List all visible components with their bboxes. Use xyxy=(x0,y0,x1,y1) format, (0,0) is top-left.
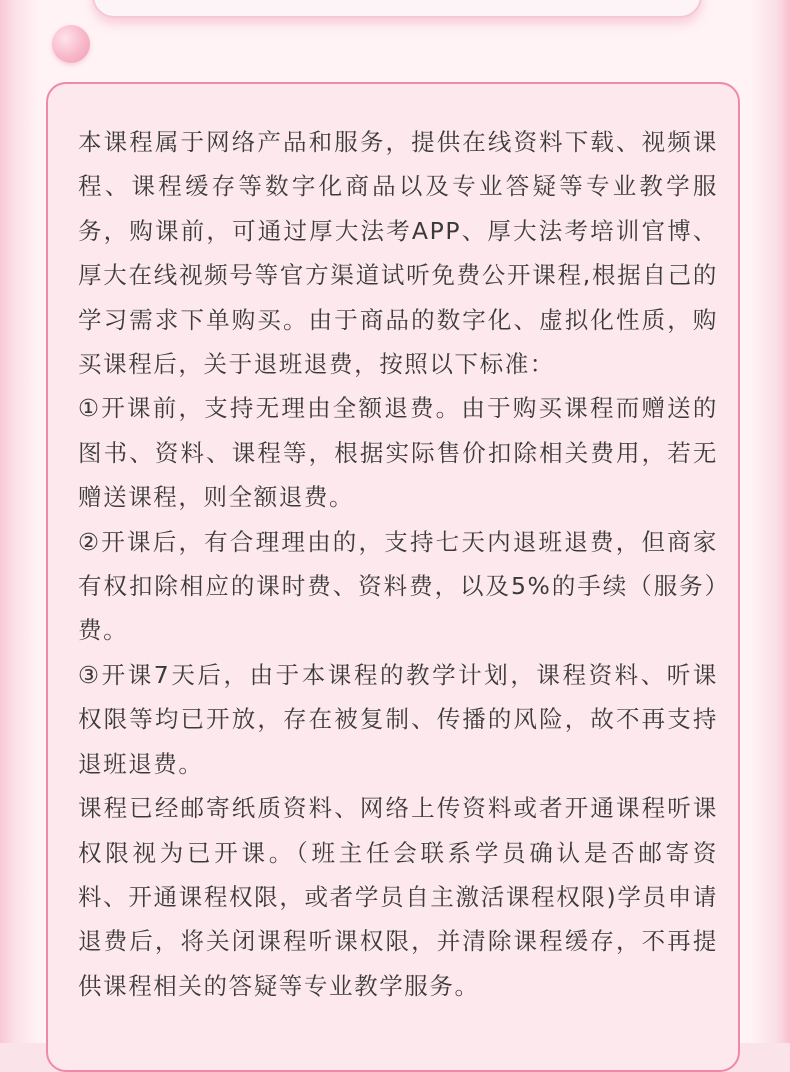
notice-paragraph-after-class: ②开课后，有合理理由的，支持七天内退班退费，但商家有权扣除相应的课时费、资料费，以及5%的手续（服务）费。 xyxy=(78,527,718,645)
notice-paragraph-opened-definition: 课程已经邮寄纸质资料、网络上传资料或者开通课程听课权限视为已开课。（班主任会联系学员确认是否邮寄资料、开通课程权限，或者学员自主激活课程权限)学员申请退费后，将关闭课程听课权限，并清除课程缓存，不再提供课程相关的答疑等专业教学服务。 xyxy=(78,794,718,1000)
notice-paragraph-after-7-days: ③开课7天后，由于本课程的教学计划，课程资料、听课权限等均已开放，存在被复制、传播的风险，故不再支持退班退费。 xyxy=(78,660,718,778)
notice-paragraph-before-class: ①开课前，支持无理由全额退费。由于购买课程而赠送的图书、资料、课程等，根据实际售价扣除相关费用，若无赠送课程，则全额退费。 xyxy=(78,394,718,512)
notice-paragraph-intro: 本课程属于网络产品和服务，提供在线资料下载、视频课程、课程缓存等数字化商品以及专业答疑等专业教学服务，购课前，可通过厚大法考APP、厚大法考培训官博、厚大在线视频号等官方渠道试听免费公开课程,根据自己的学习需求下单购买。由于商品的数字化、虚拟化性质，购买课程后，关于退班退费，按照以下标准： xyxy=(78,128,718,379)
refund-notice-text xyxy=(78,120,718,1008)
decorative-ball xyxy=(52,25,90,63)
top-card-edge xyxy=(92,0,702,18)
